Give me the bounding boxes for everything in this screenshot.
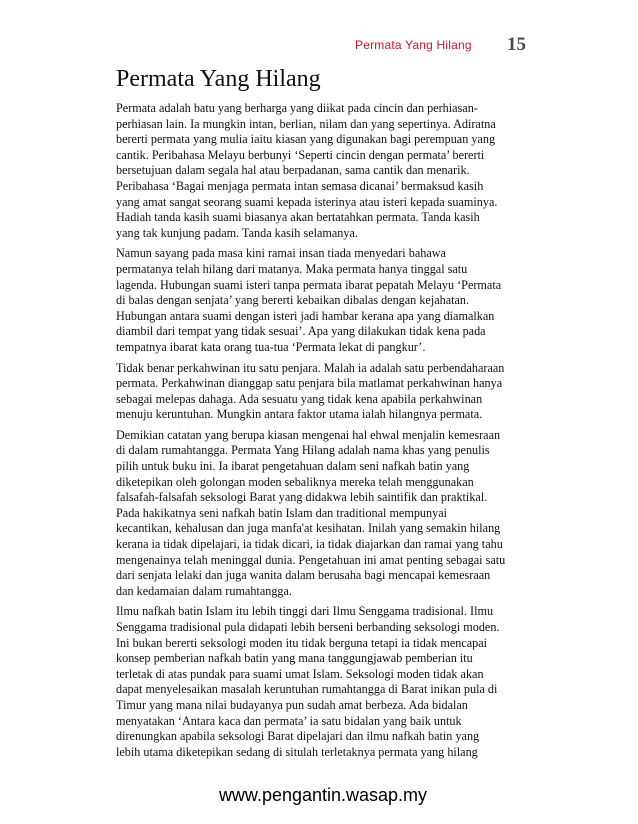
text-line: dan kedamaian dalam rumahtangga. bbox=[116, 583, 292, 598]
text-line: kerana ia tidak dipelajari, ia tidak dicari, ia tidak diajarkan dan ramai yang tahu bbox=[116, 537, 503, 552]
text-line: perhiasan lain. Ia mungkin intan, berlian, nilam dan yang sepertinya. Adiratna bbox=[116, 116, 496, 131]
text-line: di balas dengan senjata’ yang bererti kebaikan dibalas dengan kejahatan. bbox=[116, 293, 470, 308]
text-line: menuju keruntuhan. Mungkin antara faktor utama ialah hilangnya permata. bbox=[116, 407, 483, 422]
text-line: Permata adalah batu yang berharga yang diikat pada cincin dan perhiasan- bbox=[116, 101, 478, 115]
text-line: yang amat sangat seorang suami kepada isterinya atau isteri kepada suaminya. bbox=[116, 194, 498, 209]
text-line: di dalam rumahtangga. Permata Yang Hilang adalah nama khas yang penulis bbox=[116, 443, 490, 458]
text-line: lagenda. Hubungan suami isteri tanpa permata ibarat pepatah Melayu ‘Permata bbox=[116, 277, 502, 292]
text-line: Demikian catatan yang berupa kiasan mengenai hal ehwal menjalin kemesraan bbox=[116, 427, 501, 442]
text-line: cantik. Peribahasa Melayu berbunyi ‘Seperti cincin dengan permata’ bererti bbox=[116, 147, 485, 162]
text-line: falsafah-falsafah seksologi Barat yang didakwa lebih saintifik dan praktikal. bbox=[116, 490, 488, 505]
text-line: Namun sayang pada masa kini ramai insan tiada menyedari bahawa bbox=[116, 246, 446, 261]
text-line: Tidak benar perkahwinan itu satu penjara. Malah ia adalah satu perbendaharaan bbox=[116, 360, 505, 375]
text-line: Senggama tradisional pula didapati lebih berseni berbanding seksologi moden. bbox=[116, 620, 500, 634]
body-text bbox=[116, 101, 528, 760]
text-line: bererti permata yang mulia iaitu kiasan yang digunakan bagi perempuan yang bbox=[116, 132, 496, 147]
text-line: Peribahasa ‘Bagai menjaga permata intan semasa dicanai’ bermaksud kasih bbox=[116, 178, 484, 193]
text-line: konsep pemberian nafkah batin yang mana tanggungjawab pemberian itu bbox=[116, 651, 473, 666]
text-line: Hubungan antara suami dengan isteri jadi hambar kerana apa yang diamalkan bbox=[116, 308, 495, 323]
paragraph bbox=[116, 604, 528, 760]
text-line: Pada hakikatnya seni nafkah batin Islam dan traditional mempunyai bbox=[116, 505, 447, 520]
text-line: kecantikan, kehalusan dan juga manfa'at kesihatan. Inilah yang semakin hilang bbox=[116, 521, 501, 536]
text-line: dari senjata lelaki dan juga wanita dalam berusaha bagi mencapai kemesraan bbox=[116, 568, 491, 583]
paragraph bbox=[116, 246, 528, 355]
text-line: tempatnya ibarat kata orang tua-tua ‘Permata lekat di pangkur’. bbox=[116, 339, 426, 354]
paragraph bbox=[116, 428, 528, 600]
text-line: bersetujuan dalam segala hal atau berpadanan, sama cantik dan menarik. bbox=[116, 163, 470, 178]
text-line: sebagai melepas dahaga. Ada sesuatu yang tidak kena apabila perkahwinan bbox=[116, 391, 483, 406]
text-line: terletak di atas pundak para suami umat Islam. Seksologi moden tidak akan bbox=[116, 666, 484, 681]
text-line: Timur yang mana nilai budayanya pun sudah amat berbeza. Ada bidalan bbox=[116, 697, 468, 712]
text-line: pilih untuk buku ini. Ia ibarat pengetahuan dalam seni nafkah batin yang bbox=[116, 459, 470, 474]
text-line: Hadiah tanda kasih suami biasanya akan bertatahkan permata. Tanda kasih bbox=[116, 210, 480, 225]
text-line: lebih utama diketepikan sedang di situlah terletaknya permata yang hilang bbox=[116, 744, 478, 759]
running-header bbox=[0, 34, 638, 57]
paragraph bbox=[116, 101, 528, 241]
text-line: menyatakan ‘Antara kaca dan permata’ ia satu bidalan yang baik untuk bbox=[116, 713, 462, 728]
page-number: 15 bbox=[507, 34, 526, 55]
running-title: Permata Yang Hilang bbox=[355, 38, 472, 52]
text-line: mengenainya telah meninggal dunia. Pengetahuan ini amat penting sebagai satu bbox=[116, 552, 506, 567]
text-line: direnungkan apabila seksologi Barat dipelajari dan ilmu nafkah batin yang bbox=[116, 729, 480, 744]
text-line: Ilmu nafkah batin Islam itu lebih tinggi dari Ilmu Senggama tradisional. Ilmu bbox=[116, 604, 494, 619]
text-line: permata. Perkahwinan dianggap satu penjara bila matlamat perkahwinan hanya bbox=[116, 376, 503, 391]
footer-url: www.pengantin.wasap.my bbox=[218, 785, 428, 805]
text-line: permatanya telah hilang dari matanya. Maka permata hanya tinggal satu bbox=[116, 261, 468, 276]
chapter-title: Permata Yang Hilang bbox=[116, 66, 321, 92]
text-line: dapat menyelesaikan masalah keruntuhan rumahtangga di Barat inikan pula di bbox=[116, 682, 498, 697]
page-content bbox=[116, 64, 528, 765]
text-line: diketepikan oleh golongan moden sebaliknya mereka telah menggunakan bbox=[116, 474, 474, 489]
text-line: Ini bukan bererti seksologi moden itu tidak berguna tetapi ia tidak mencapai bbox=[116, 635, 488, 650]
text-line: yang tak kunjung padam. Tanda kasih selamanya. bbox=[116, 225, 358, 240]
paragraph bbox=[116, 361, 528, 423]
text-line: diambil dari tempat yang tidak sesuai’. Apa yang dilakukan tidak kena pada bbox=[116, 324, 486, 339]
